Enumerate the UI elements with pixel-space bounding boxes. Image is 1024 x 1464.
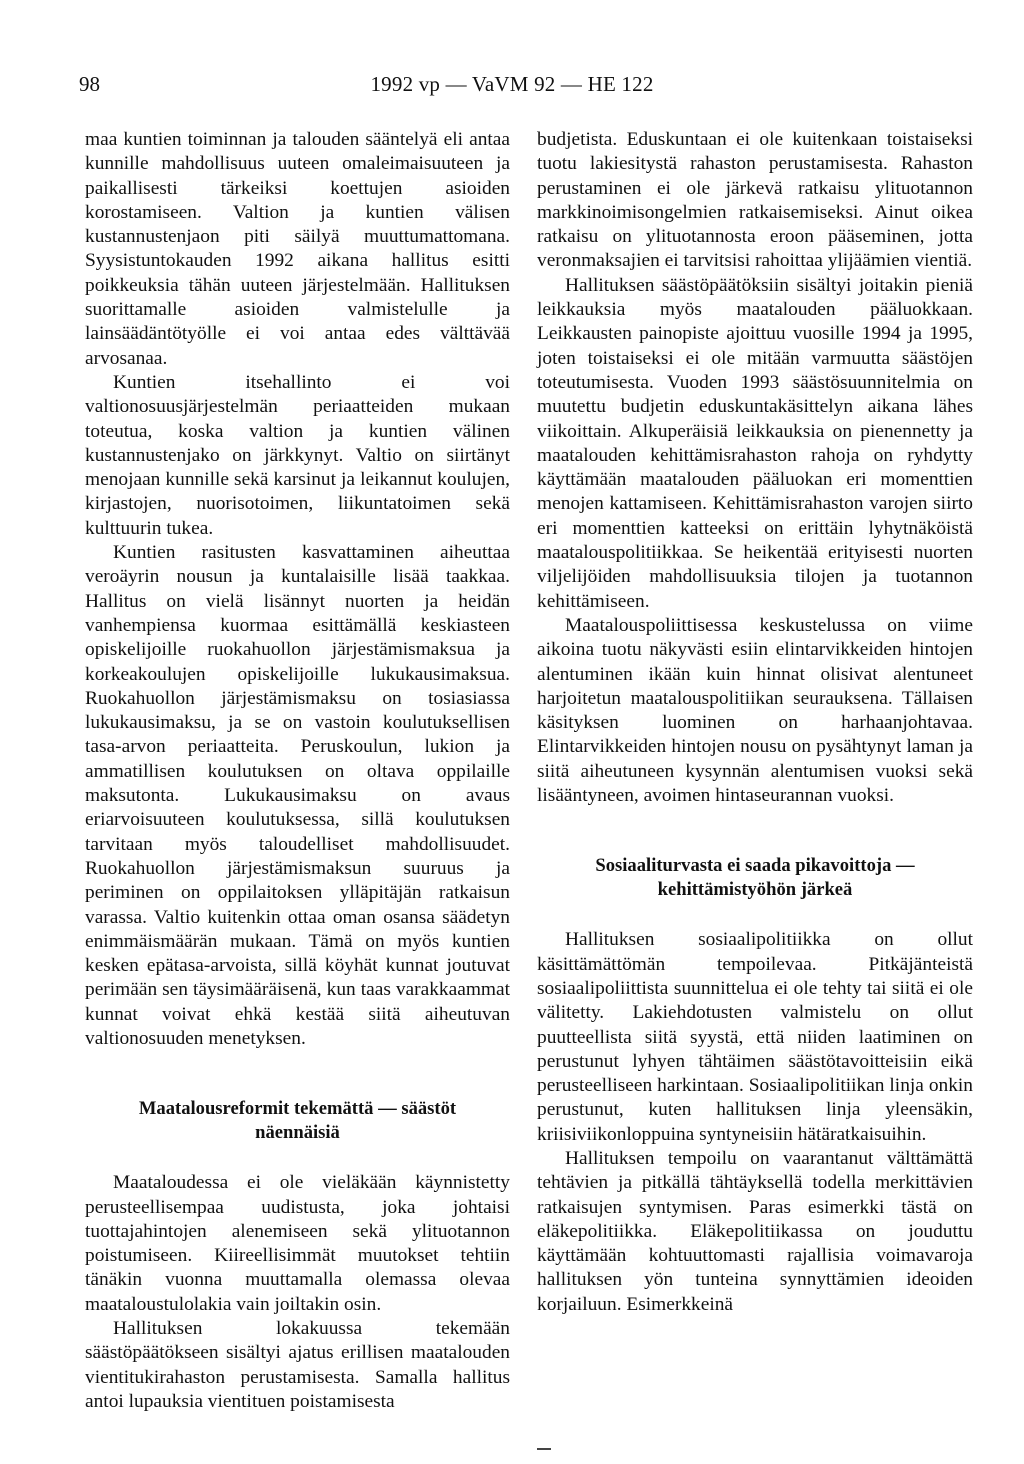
paragraph: Hallituksen lokakuussa tekemään säästöpäätökseen sisältyi ajatus erillisen maatalouden vientitukirahaston perustamisesta. Samalla hallitus antoi lupauksia vientituen poistamisesta (85, 1318, 510, 1412)
paragraph: Hallituksen säästöpäätöksiin sisältyi joitakin pieniä leikkauksia myös maatalouden pääluokkaan. Leikkausten painopiste ajoittuu vuosille 1994 ja 1995, joten toistaiseksi ei ole mitään varmuutta säästöjen toteutumisesta. Vuoden 1993 säästösuunnitelmia on muutettu budjetin eduskuntakäsittelyn aikana lähes viikoittain. Alkuperäisiä leikkauksia on pienennetty ja maatalouden kehittämisrahaston rahoja on ryhdytty käyttämään maatalouden pääluokan eri momenttien menojen kattamiseen. Kehittämisrahaston varojen siirto eri momenttien katteeksi on erittäin lyhytnäköistä maatalouspolitiikkaa. Se heikentää erityisesti nuorten viljelijöiden mahdollisuuksia tilojen ja tuotannon kehittämiseen. (537, 274, 973, 612)
running-head: 1992 vp — VaVM 92 — HE 122 (370, 72, 654, 96)
paragraph: Hallituksen sosiaalipolitiikka on ollut käsittämättömän tempoilevaa. Pitkäjänteistä sosiaalipoliittista suunnittelua ei ole tehty tai siitä ei ole välitetty. Lakiehdotusten valmistelu on ollut puutteellista siitä syystä, että niiden laatiminen on perustunut lyhyen tähtäimen säästötavoitteisiin eikä perusteelliseen harkintaan. Sosiaalipolitiikan linja onkin perustunut, kuten hallituksen linja yleensäkin, kriisiviikonloppuina syntyneisiin hätäratkaisuihin. (537, 929, 973, 1145)
paragraph: Maatalouspoliittisessa keskustelussa on viime aikoina tuotu näkyvästi esiin elintarvikkeiden hintojen alentuminen ikään kuin hinnat olisivat alentuneet harjoitetun maatalouspolitiikan seurauksena. Tällaisen käsityksen luominen on harhaanjohtavaa. Elintarvikkeiden hintojen nousu on pysähtynyt laman ja siitä aiheutuneen kysynnän alentumisen vuoksi sekä lisääntyneen, avoimen hintaseurannan vuoksi. (537, 614, 973, 807)
left-column (85, 128, 510, 1414)
paragraph: Hallituksen tempoilu on vaarantanut välttämättä tehtävien ja pitkällä tähtäyksellä todella merkittävien ratkaisujen syntymisen. Paras esimerkki tästä on eläkepolitiikka. Eläkepolitiikassa on jouduttu käyttämään kohtuuttomasti rajallisia voimavaroja hallituksen yön tunteina synnyttämien ideoiden korjailuun. Esimerkkeinä (537, 1147, 973, 1315)
right-column (537, 128, 973, 1317)
paragraph: Kuntien itsehallinto ei voi valtionosuusjärjestelmän periaatteiden mukaan toteutua, koska valtion ja kuntien välinen kustannustenjako on järkkynyt. Valtio on siirtänyt menojaan kunnille sekä karsinut ja leikannut koulujen, kirjastojen, nuorisotoimen, liikuntatoimen sekä kulttuurin tukea. (85, 371, 510, 539)
paragraph: Maataloudessa ei ole vieläkään käynnistetty perusteellisempaa uudistusta, joka johtaisi tuottajahintojen alenemiseen sekä ylituotannon poistumiseen. Kiireellisimmät muutokset tehtiin tänäkin vuonna muuttamalla olemassa olevaa maataloustulolakia vain joiltakin osin. (85, 1172, 510, 1315)
paragraph: budjetista. Eduskuntaan ei ole kuitenkaan toistaiseksi tuotu lakiesitystä rahaston perustamisesta. Rahaston perustaminen ei ole järkevä ratkaisu ylituotannon markkinoimisongelmien ratkaisemiseksi. Ainut oikea ratkaisu on ylituotannosta eroon pääseminen, jotta veronmaksajien ei tarvitsisi rahoittaa ylijäämien vientiä. (537, 129, 973, 272)
page-number: 98 (79, 72, 100, 96)
paragraph: maa kuntien toiminnan ja talouden sääntelyä eli antaa kunnille mahdollisuus uuteen omaleimaisuuteen ja paikallisesti tärkeiksi koettujen asioiden korostamiseen. Valtion ja kuntien välisen kustannustenjaon piti säilyä muuttumattomana. Syysistuntokauden 1992 aikana hallitus esitti poikkeuksia tähän uuteen järjestelmään. Hallituksen suorittamalle asioiden valmistelulle ja lainsäädäntötyölle ei voi antaa edes välttävää arvosanaa. (85, 129, 510, 369)
section-heading: Maatalousreformit tekemättä — säästöt näennäisiä (138, 1098, 457, 1144)
paragraph: Kuntien rasitusten kasvattaminen aiheuttaa veroäyrin nousun ja kuntalaisille lisää taakkaa. Hallitus on vielä lisännyt nuorten ja heidän vanhempiensa kuormaa esittämällä keskiasteen opiskelijoille ruokahuollon järjestämismaksua ja korkeakoulujen opiskelijoille lukukausimaksua. Ruokahuollon järjestämismaksu on tosiasiassa lukukausimaksu, ja se on vastoin koulutuksellisen tasa-arvon periaatteita. Peruskoulun, lukion ja ammatillisen koulutuksen on oltava oppilaille maksutonta. Lukukausimaksu on avaus eriarvoisuuteen koulutuksessa, sillä koulutuksen tarvitaan myös taloudelliset mahdollisuudet. Ruokahuollon järjestämismaksun suuruus ja periminen on oppilaitoksen ylläpitäjän ratkaisun varassa. Valtio kuitenkin ottaa oman osansa säädetyn enimmäismäärän mukaan. Tämä on myös kuntien kesken epätasa-arvoista, sillä köyhät kunnat joutuvat perimään sen täysimääräisenä, kun taas varakkaammat kunnat voivat ehkä kestää siitä aiheutuvan valtionosuuden menetyksen. (85, 542, 510, 1049)
section-heading: Sosiaaliturvasta ei saada pikavoittoja — kehittämistyöhön järkeä (595, 855, 915, 901)
footer-mark (537, 1448, 551, 1450)
